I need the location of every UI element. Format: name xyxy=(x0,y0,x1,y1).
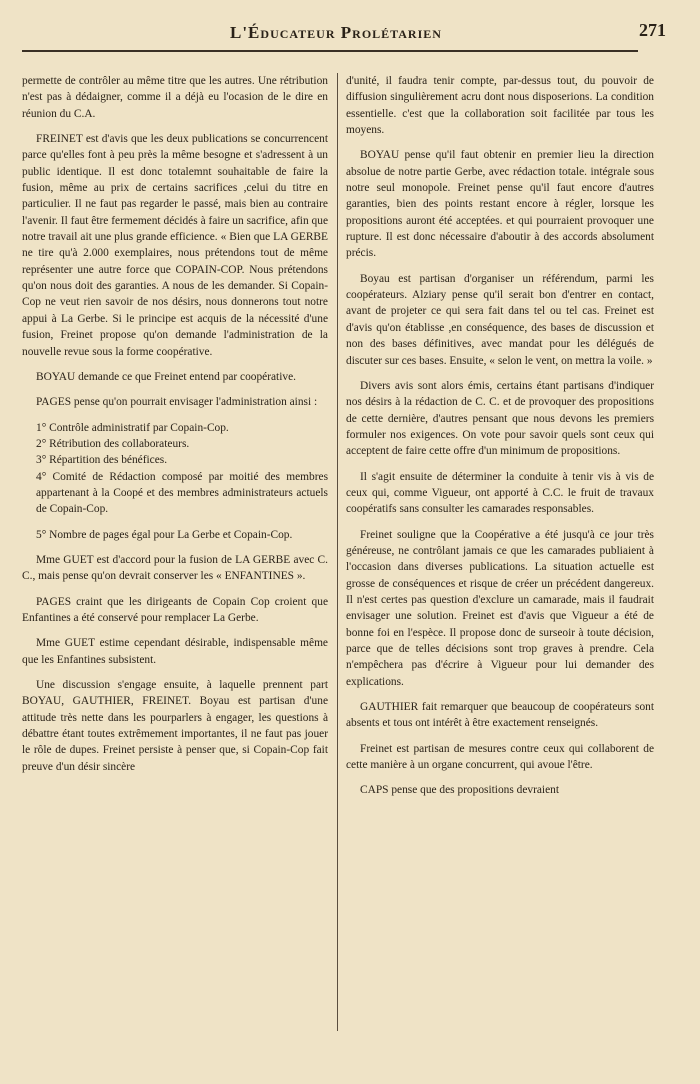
paragraph: PAGES pense qu'on pourrait envisager l'administration ainsi : xyxy=(36,396,318,409)
paragraph: Freinet souligne que la Coopérative a été jusqu'à ce jour très généreuse, ne contrôlant jamais ce que les camarades publiaient à l'occasion dans diverses publications. La situation actuelle est grosse de conséquences et risque de créer un précédent dangereux. Il n'est certes pas question d'exclure un camarade, mais il faudrait envisager une solution. Freinet est d'avis que Vigueur a été de bonne foi en l'espèce. Il propose donc de surseoir à toute décision, parce que de telles décisions sont trop graves à prendre. Cela n'empêchera pas d'écrire à Vigueur pour lui demander des explications. xyxy=(346,528,654,688)
paragraph: GAUTHIER fait remarquer que beaucoup de coopérateurs sont absents et tous ont intérêt à être exactement renseignés. xyxy=(346,701,654,730)
list-item: 1° Contrôle administratif par Copain-Cop. xyxy=(36,421,229,434)
paragraph: Boyau est partisan d'organiser un référendum, parmi les coopérateurs. Alziary pense qu'il serait bon d'entrer en contact, avant de projeter ce qui sera fait dans tel ou tel cas. Freinet est d'avis qu'on établisse ,en conséquence, des bases de discussion et non des bases définitives, avec mandat pour les délégués de discuter sur ces bases. Ensuite, « selon le vent, on mettra la voile. » xyxy=(346,272,654,367)
list-item: 4° Comité de Rédaction composé par moitié des membres appartenant à la Coopé et des membres administrateurs actuels de Copain-Cop. xyxy=(36,470,328,516)
paragraph: Il s'agit ensuite de déterminer la conduite à tenir vis à vis de ceux qui, comme Vigueur, ont apporté à C.C. le fruit de travaux coopératifs sans consulter les camarades responsables. xyxy=(346,470,654,516)
left-column xyxy=(22,73,328,784)
paragraph: Mme GUET estime cependant désirable, indispensable même que les Enfantines subsistent. xyxy=(22,637,328,666)
paragraph: BOYAU pense qu'il faut obtenir en premier lieu la direction absolue de notre partie Gerbe, avec rédaction totale. intégrale sous notre seul monopole. Freinet pense qu'il faut encore d'autres garanties, bien des points restant encore à régler, lorsque les propositions auront été acceptées. et qui pourraient provoquer une rupture. Il est donc nécessaire d'aboutir à des accords absolument précis. xyxy=(346,149,654,260)
paragraph: Freinet est partisan de mesures contre ceux qui collaborent de cette manière à un organe concurrent, qui avoue l'être. xyxy=(346,742,654,772)
list-item: 2° Rétribution des collaborateurs. xyxy=(36,437,190,450)
paragraph: d'unité, il faudra tenir compte, par-dessus tout, du pouvoir de diffusion singulièrement acru dont nous disposerions. La condition essentielle. c'est que la collaboration soit facilitée par tous les moyens. xyxy=(346,75,654,137)
page-number: 271 xyxy=(639,20,666,40)
paragraph: permette de contrôler au même titre que les autres. Une rétribution n'est pas à dédaigner, comme il a déjà eu l'ocasion de le dire en réunion du C.A. xyxy=(22,75,328,120)
paragraph: FREINET est d'avis que les deux publications se concurrencent parce qu'elles font à peu près la même besogne et s'adressent à un public identique. Il est donc totalemnt souhaitable de faire la fusion, même au prix de certains sacrifices ,celui du titre en particulier. Il ne faut pas regarder le passé, mais bien au contraire l'avenir. Il faut être fermement décidés à faire un sacrifice, afin que notre travail ait une plus grande efficience. « Bien que LA GERBE ne tire qu'à 2.000 exemplaires, nous prétendons tout de même représenter une autre force que COPAIN-COP. Nous prétendons qu'on nous doit des garanties. A nous de les demander. Si Copain-Cop ne veut rien savoir de nos désirs, nous donnerons tout notre appui à La Gerbe. Si le principe est acquis de la nécessité d'une fusion, Freinet propose qu'on demande l'administration de la nouvelle revue sous la forme coopérative. xyxy=(22,133,328,358)
paragraph: CAPS pense que des propositions devraient xyxy=(360,784,559,797)
paragraph: 5° Nombre de pages égal pour La Gerbe et Copain-Cop. xyxy=(36,528,293,541)
paragraph: BOYAU demande ce que Freinet entend par coopérative. xyxy=(36,370,296,383)
journal-title: L'Éducateur Prolétarien xyxy=(230,23,442,42)
paragraph: Divers avis sont alors émis, certains étant partisans d'indiquer nos désirs à la rédaction de C. C. et de provoquer des propositions de cette dernière, d'autres pensant que nous devons les premiers formuler nos exigences. On vote pour savoir quels sont ceux qui acceptent de faire cette offre d'un minimum de propositions. xyxy=(346,379,654,458)
paragraph: Mme GUET est d'accord pour la fusion de LA GERBE avec C. C., mais pense qu'on devrait conserver les « ENFANTINES ». xyxy=(22,553,328,583)
list-item: 3° Répartition des bénéfices. xyxy=(36,454,168,467)
paragraph: Une discussion s'engage ensuite, à laquelle prennent part BOYAU, GAUTHIER, FREINET. Boyau est partisan d'une attitude très nette dans les pourparlers à engager, les questions à débattre étant toutes extrêmement importantes, il ne faut pas jouer le rôle de dupes. Freinet persiste à penser que, si Copain-Cop fait preuve d'un désir sincère xyxy=(22,679,328,773)
page-header xyxy=(22,16,666,52)
right-column xyxy=(346,73,654,808)
paragraph: PAGES craint que les dirigeants de Copain Cop croient que Enfantines a été conservé pour remplacer La Gerbe. xyxy=(22,595,328,624)
column-divider xyxy=(337,73,338,1031)
